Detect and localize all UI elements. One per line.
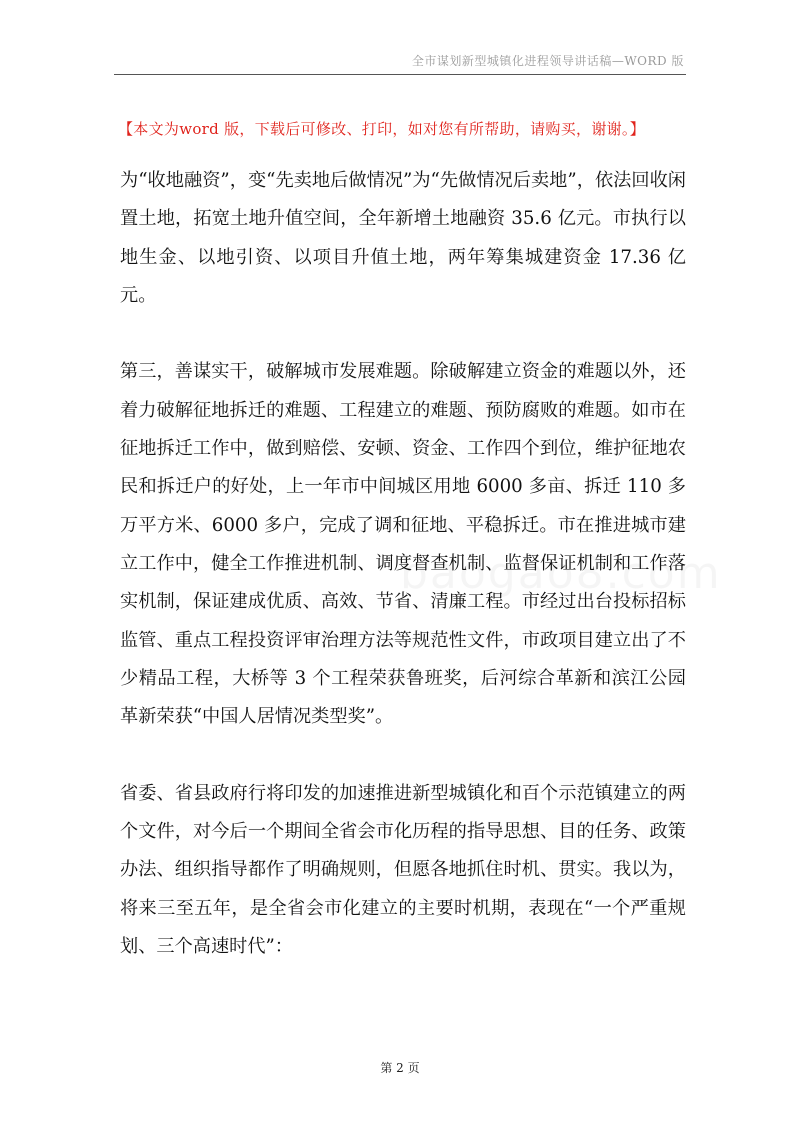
page-number: 第 2 页: [380, 1061, 420, 1075]
paragraph-3: 省委、省县政府行将印发的加速推进新型城镇化和百个示范镇建立的两个文件，对今后一个期间全省会市化历程的指导思想、目的任务、政策办法、组织指导都作了明确规则，但愿各地抓住时机、贯实。我以为，将来三至五年，是全省会市化建立的主要时机期，表现在“一个严重规划、三个高速时代”：: [120, 782, 686, 957]
download-notice: 【本文为word 版，下载后可修改、打印，如对您有所帮助，请购买，谢谢。】: [118, 120, 646, 138]
running-header: 全市谋划新型城镇化进程领导讲话稿—WORD 版: [411, 54, 684, 68]
paragraph-2: 第三，善谋实干，破解城市发展难题。除破解建立资金的难题以外，还着力破解征地拆迁的难题、工程建立的难题、预防腐败的难题。如市在征地拆迁工作中，做到赔偿、安顿、资金、工作四个到位，维护征地农民和拆迁户的好处，上一年市中间城区用地 6000 多亩、拆迁 110 多万平方米、6000 多户，完成了调和征地、平稳拆迁。市在推进城市建立工作中，健全工作推进机制、调度督查机制、监督保证机制和工作落实机制，保证建成优质、高效、节省、清廉工程。市经过出台投标招标监管、重点工程投资评审治理方法等规范性文件，市政项目建立出了不少精品工程，大桥等 3 个工程荣获鲁班奖，后河综合革新和滨江公园革新荣获“中国人居情况类型奖”。: [120, 361, 686, 728]
paragraph-1: 为“收地融资”，变“先卖地后做情况”为“先做情况后卖地”，依法回收闲置土地，拓宽土地升值空间，全年新增土地融资 35.6 亿元。市执行以地生金、以地引资、以项目升值土地，两年筹集城建资金 17.36 亿元。: [120, 170, 686, 306]
header-divider: [114, 74, 686, 75]
body-text: [120, 162, 686, 966]
